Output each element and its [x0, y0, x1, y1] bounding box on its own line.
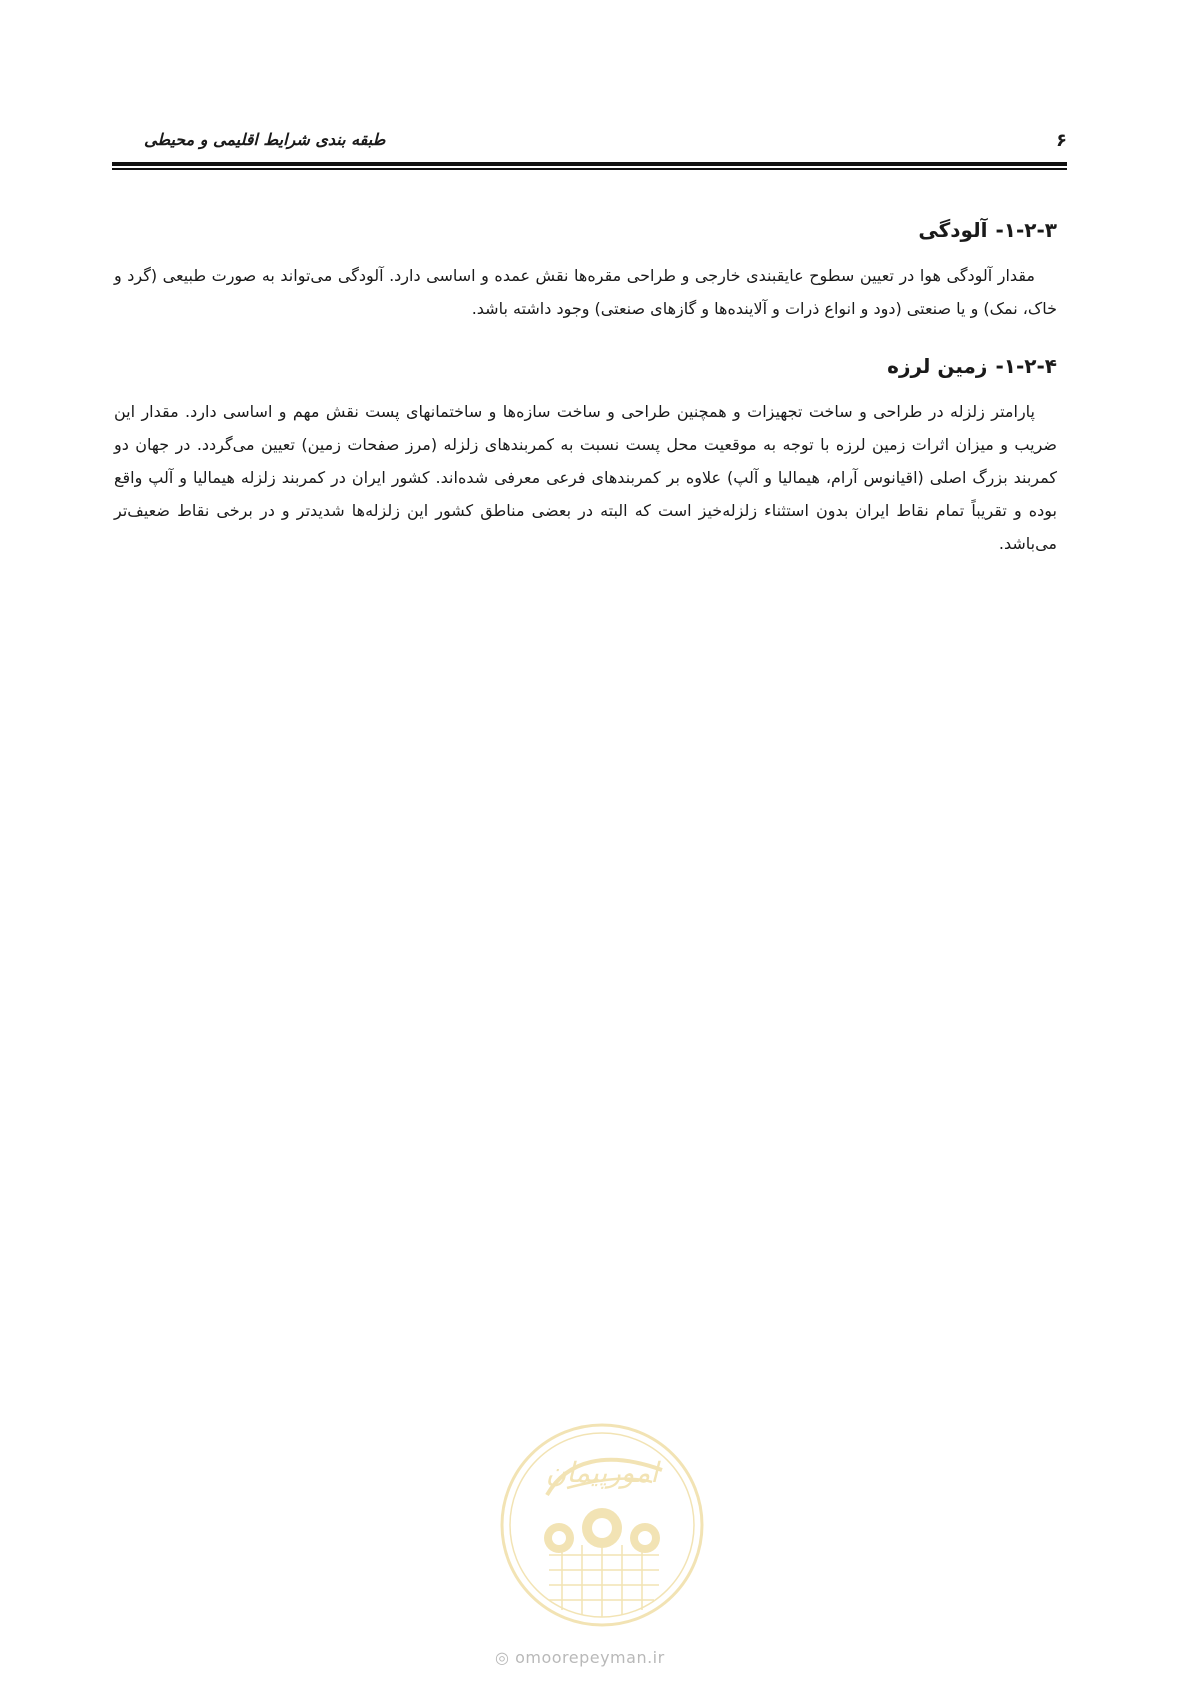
- watermark-url: ◎ omoorepeyman.ir: [495, 1648, 665, 1667]
- section-heading-pollution: [114, 215, 1057, 245]
- page-number: ۶: [1056, 130, 1067, 151]
- section-number: ۱-۲-۳-: [995, 218, 1057, 242]
- section-title: آلودگی: [918, 218, 988, 242]
- running-title: طبقه بندی شرایط اقلیمی و محیطی: [144, 130, 386, 149]
- watermark-logo: [487, 1420, 717, 1630]
- header-rule-thin: [112, 168, 1067, 170]
- page-header: [112, 128, 1067, 154]
- globe-icon: ◎: [495, 1648, 510, 1667]
- section-paragraph-pollution: مقدار آلودگی هوا در تعیین سطوح عایقبندی خارجی و طراحی مقره‌ها نقش عمده و اساسی دارد. آلودگی می‌تواند به صورت طبیعی (گرد و خاک، نمک) و یا صنعتی (دود و انواع ذرات و آلاینده‌ها و گازهای صنعتی) وجود داشته باشد.: [114, 266, 1057, 318]
- header-rule-thick: [112, 162, 1067, 166]
- section-number: ۱-۲-۴-: [995, 354, 1057, 378]
- document-body: [114, 215, 1057, 586]
- section-title: زمین لرزه: [887, 354, 988, 378]
- watermark-seal-icon: [487, 1420, 717, 1630]
- svg-text:امورپیمان: امورپیمان: [545, 1456, 659, 1489]
- section-paragraph-earthquake: پارامتر زلزله در طراحی و ساخت تجهیزات و همچنین طراحی و ساخت سازه‌ها و ساختمانهای پست نقش مهم و اساسی دارد. مقدار این ضریب و میزان اثرات زمین لرزه با توجه به موقعیت محل پست نسبت به کمربندهای زلزله (مرز صفحات زمین) تعیین می‌گردد. در جهان دو کمربند بزرگ اصلی (اقیانوس آرام، هیمالیا و آلپ) علاوه بر کمربندهای فرعی معرفی شده‌اند. کشور ایران در کمربند زلزله هیمالیا و آلپ واقع بوده و تقریباً تمام نقاط ایران بدون استثناء زلزله‌خیز است که البته در بعضی مناطق کشور این زلزله‌ها شدیدتر و در برخی نقاط ضعیف‌تر می‌باشد.: [114, 402, 1057, 553]
- section-heading-earthquake: [114, 351, 1057, 381]
